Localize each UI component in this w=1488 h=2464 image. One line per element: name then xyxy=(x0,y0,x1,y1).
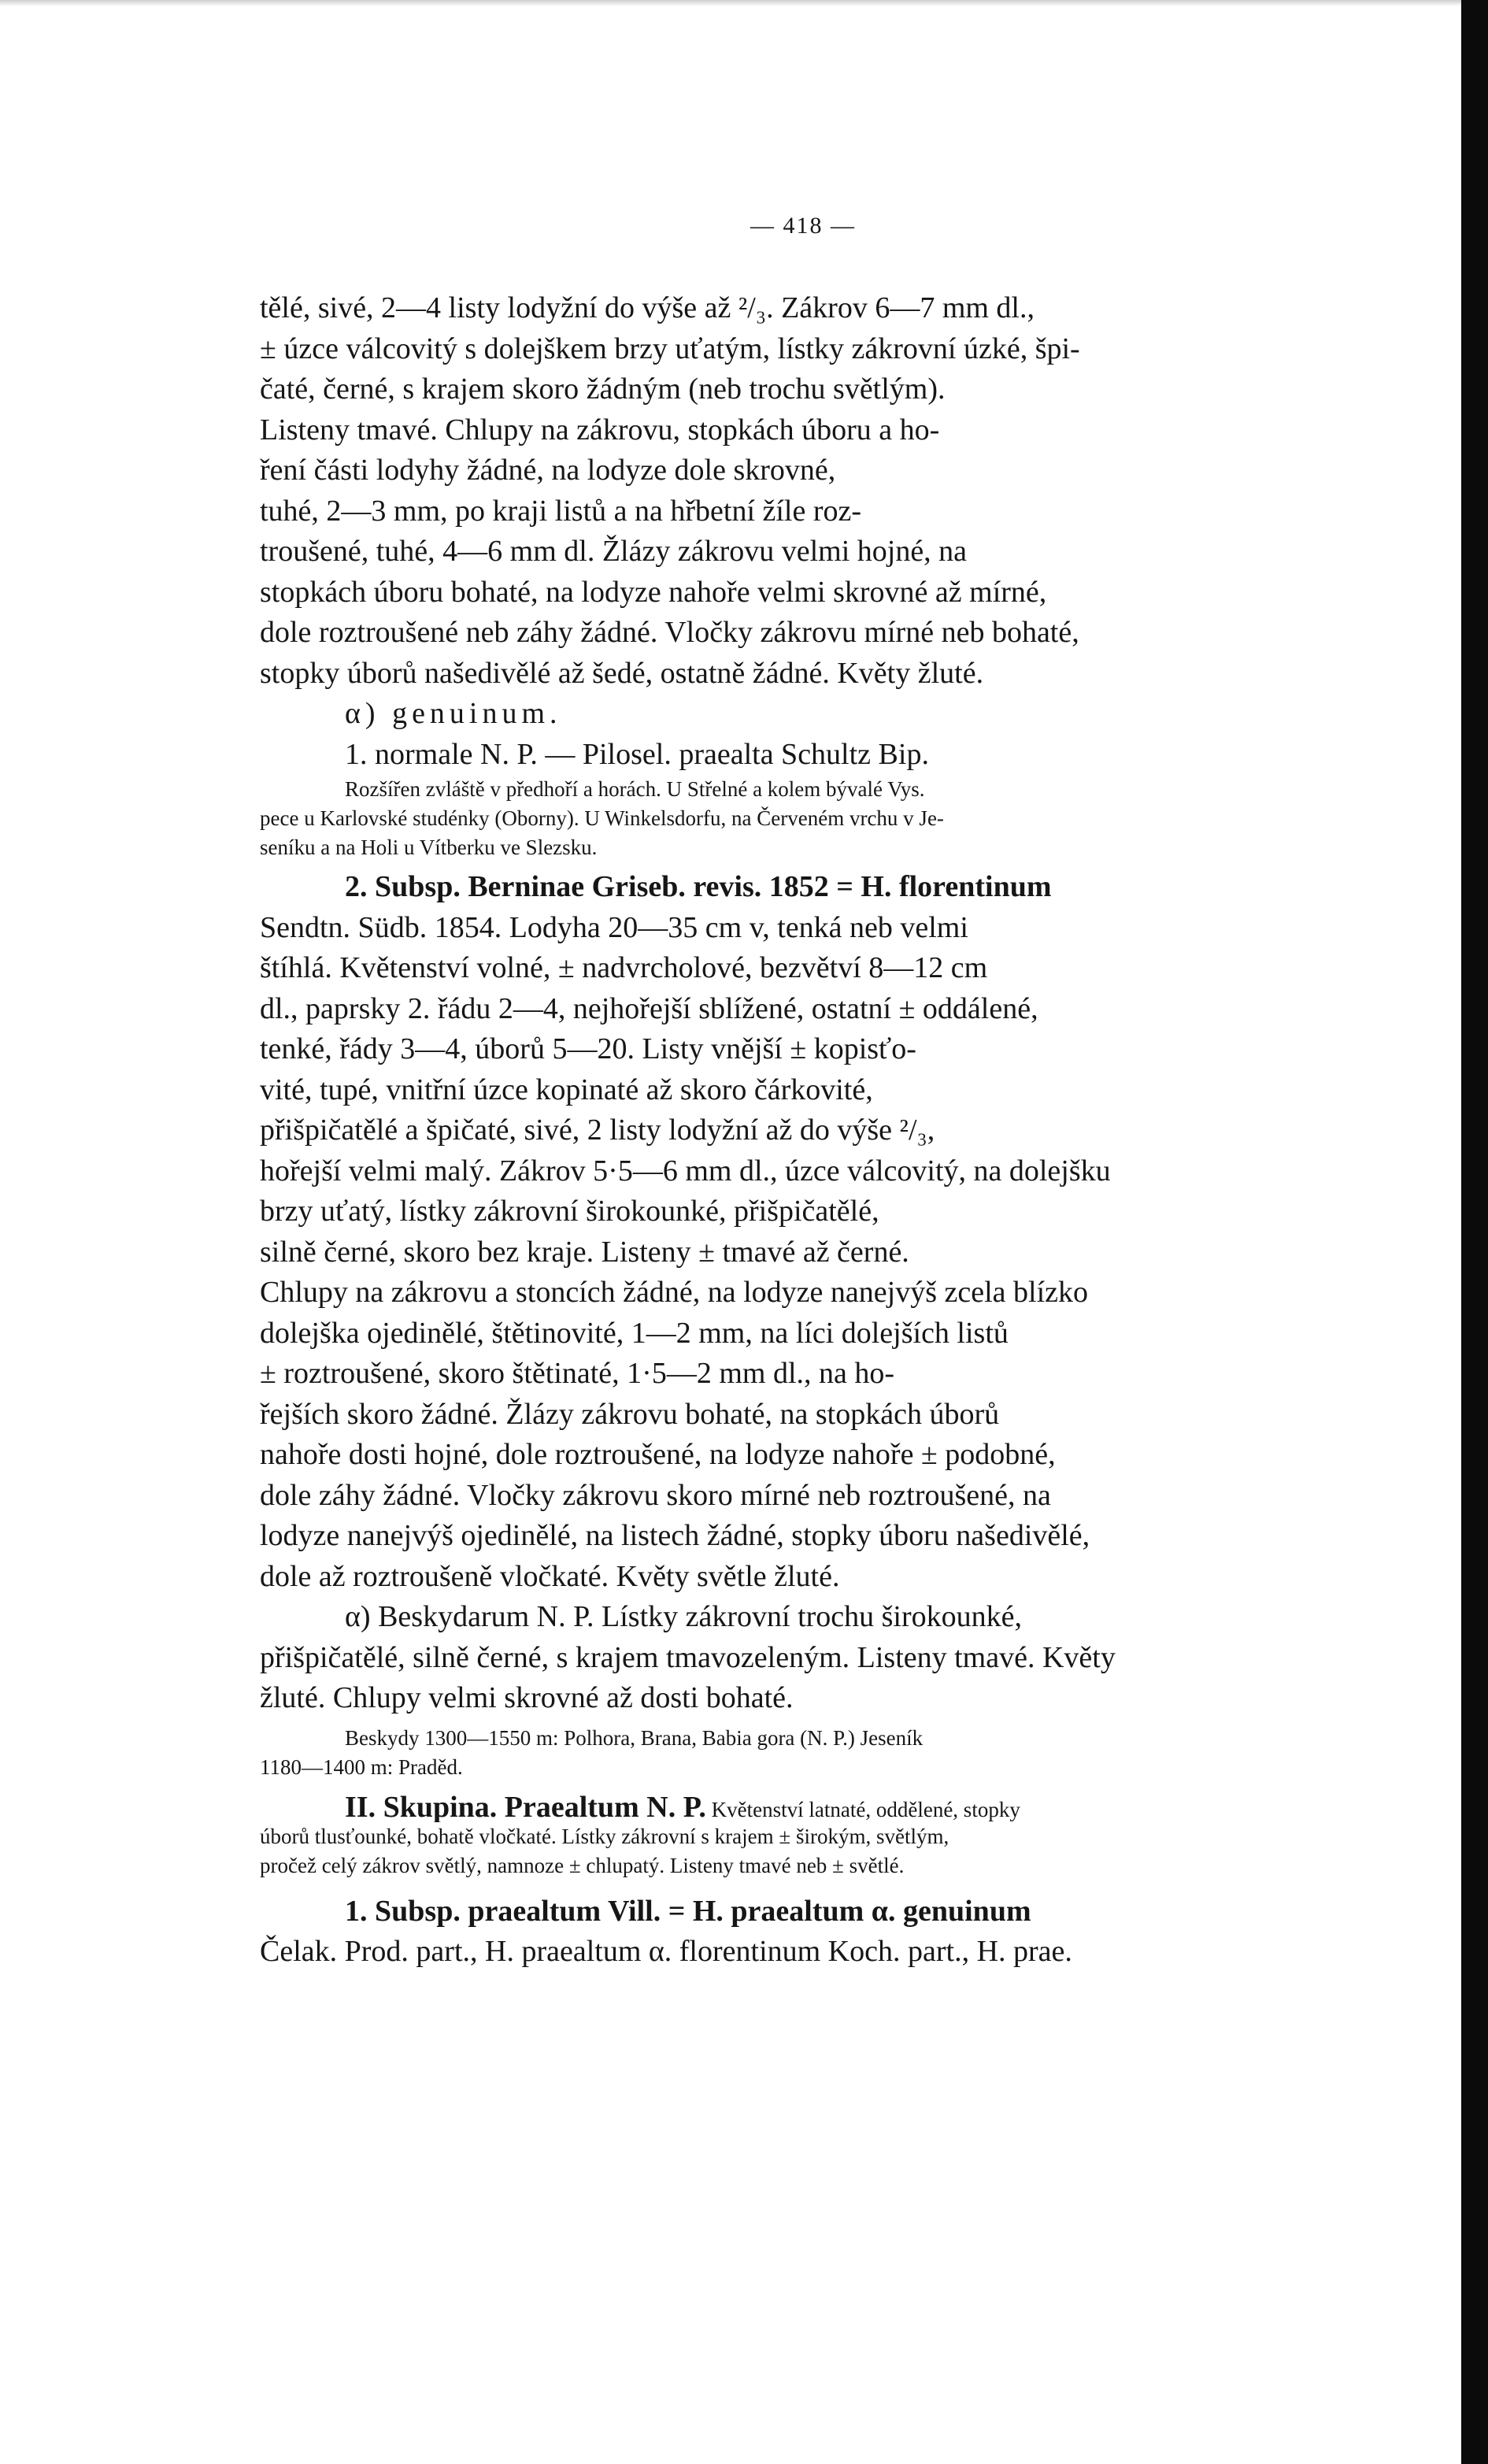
text-line: hořejší velmi malý. Zákrov 5·5—6 mm dl., úzce válcovitý, na dolejšku xyxy=(260,1154,1111,1188)
text-line: Čelak. Prod. part., H. praealtum α. florentinum Koch. part., H. prae. xyxy=(260,1935,1072,1968)
text-line: 2. Subsp. Berninae Griseb. revis. 1852 = H. florentinum xyxy=(345,870,1052,903)
text-line: pece u Karlovské studénky (Oborny). U Winkelsdorfu, na Červeném vrchu v Je- xyxy=(260,806,944,830)
text-line: vité, tupé, vnitřní úzce kopinaté až skoro čárkovité, xyxy=(260,1073,873,1106)
text-line: 1. Subsp. praealtum Vill. = H. praealtum α. genuinum xyxy=(345,1894,1031,1928)
text-line: ± roztroušené, skoro štětinaté, 1·5—2 mm dl., na ho- xyxy=(260,1357,895,1390)
text-line: přišpičatělé a špičaté, sivé, 2 listy lodyžní až do výše ²/₃, xyxy=(260,1113,935,1147)
variety-heading-genuinum xyxy=(260,694,1346,735)
text-line: dole roztroušené neb záhy žádné. Vločky zákrovu mírné neb bohaté, xyxy=(260,616,1079,649)
text-line: tenké, řády 3—4, úborů 5—20. Listy vnější ± kopisťo- xyxy=(260,1032,916,1065)
text-line: přišpičatělé, silně černé, s krajem tmavozeleným. Listeny tmavé. Květy xyxy=(260,1640,1116,1674)
paragraph-beskydarum xyxy=(260,1597,1346,1719)
text-line: dole záhy žádné. Vločky zákrovu skoro mírné neb roztroušené, na xyxy=(260,1478,1051,1512)
text-line: dolejška ojedinělé, štětinovité, 1—2 mm, na líci dolejších listů xyxy=(260,1316,1009,1350)
text-line: stopkách úboru bohaté, na lodyze nahoře velmi skrovné až mírné, xyxy=(260,575,1047,609)
group-heading: II. Skupina. Praealtum N. P. xyxy=(345,1792,706,1822)
group-praealtum-description xyxy=(260,1793,1346,1880)
text-line: žluté. Chlupy velmi skrovné až dosti bohaté. xyxy=(260,1681,794,1714)
text-line: 1. normale N. P. — Pilosel. praealta Schultz Bip. xyxy=(345,737,929,771)
locality-note-beskydarum xyxy=(260,1724,1346,1782)
text-line: troušené, tuhé, 4—6 mm dl. Žlázy zákrovu velmi hojné, na xyxy=(260,535,968,568)
text-line xyxy=(260,1793,1346,1822)
paragraph-subsp-praealtum xyxy=(260,1892,1346,1973)
text-line: nahoře dosti hojné, dole roztroušené, na lodyze nahoře ± podobné, xyxy=(260,1438,1056,1471)
text-line: seníku a na Holi u Vítberku ve Slezsku. xyxy=(260,836,598,859)
text-line: čaté, černé, s krajem skoro žádným (neb trochu světlým). xyxy=(260,372,946,406)
text-fragment: Květenství latnaté, oddělené, stopky xyxy=(711,1797,1020,1821)
text-line: Listeny tmavé. Chlupy na zákrovu, stopkách úboru a ho- xyxy=(260,413,940,446)
text-line: štíhlá. Květenství volné, ± nadvrcholové, bezvětví 8—12 cm xyxy=(260,951,988,984)
text-line: lodyze nanejvýš ojedinělé, na listech žádné, stopky úboru našedivělé, xyxy=(260,1519,1090,1552)
text-line: úborů tlusťounké, bohatě vločkaté. Lístky zákrovní s krajem ± širokým, světlým, xyxy=(260,1824,949,1848)
text-line: brzy uťatý, lístky zákrovní širokounké, přišpičatělé, xyxy=(260,1195,879,1228)
text-line: ± úzce válcovitý s dolejškem brzy uťatým, lístky zákrovní úzké, špi- xyxy=(260,332,1080,365)
scan-top-edge xyxy=(0,0,1488,6)
text-line: stopky úborů našedivělé až šedé, ostatně žádné. Květy žluté. xyxy=(260,656,984,690)
paragraph-description-continued xyxy=(260,288,1346,694)
text-line: α) genuinum. xyxy=(345,697,562,730)
text-line: Beskydy 1300—1550 m: Polhora, Brana, Babia gora (N. P.) Jeseník xyxy=(345,1725,924,1750)
text-line: ření části lodyhy žádné, na lodyze dole skrovné, xyxy=(260,454,836,487)
scan-right-edge xyxy=(1461,0,1488,2464)
text-line: dl., paprsky 2. řádu 2—4, nejhořejší sblížené, ostatní ± oddálené, xyxy=(260,991,1038,1025)
form-heading-normale xyxy=(260,735,1346,776)
text-line: řejších skoro žádné. Žlázy zákrovu bohaté, na stopkách úborů xyxy=(260,1397,1000,1431)
text-line: α) Beskydarum N. P. Lístky zákrovní trochu širokounké, xyxy=(345,1600,1023,1633)
text-line: dole až roztroušeně vločkaté. Květy světle žluté. xyxy=(260,1559,840,1593)
page-number: — 418 — xyxy=(750,213,856,239)
book-page xyxy=(260,213,1346,1973)
text-line: tělé, sivé, 2—4 listy lodyžní do výše až ²/₃. Zákrov 6—7 mm dl., xyxy=(260,291,1035,324)
text-line: Chlupy na zákrovu a stoncích žádné, na lodyze nanejvýš zcela blízko xyxy=(260,1276,1088,1309)
text-line: Sendtn. Südb. 1854. Lodyha 20—35 cm v, tenká neb velmi xyxy=(260,910,968,944)
paragraph-subsp-berninae xyxy=(260,867,1346,1597)
text-line: pročež celý zákrov světlý, namnoze ± chlupatý. Listeny tmavé neb ± světlé. xyxy=(260,1853,905,1877)
text-line: silně černé, skoro bez kraje. Listeny ± tmavé až černé. xyxy=(260,1235,909,1269)
text-line: tuhé, 2—3 mm, po kraji listů a na hřbetní žíle roz- xyxy=(260,494,862,528)
text-line: 1180—1400 m: Praděd. xyxy=(260,1754,463,1779)
text-line: Rozšířen zvláště v předhoří a horách. U Střelné a kolem bývalé Vys. xyxy=(345,777,925,801)
locality-note-normale xyxy=(260,775,1346,862)
